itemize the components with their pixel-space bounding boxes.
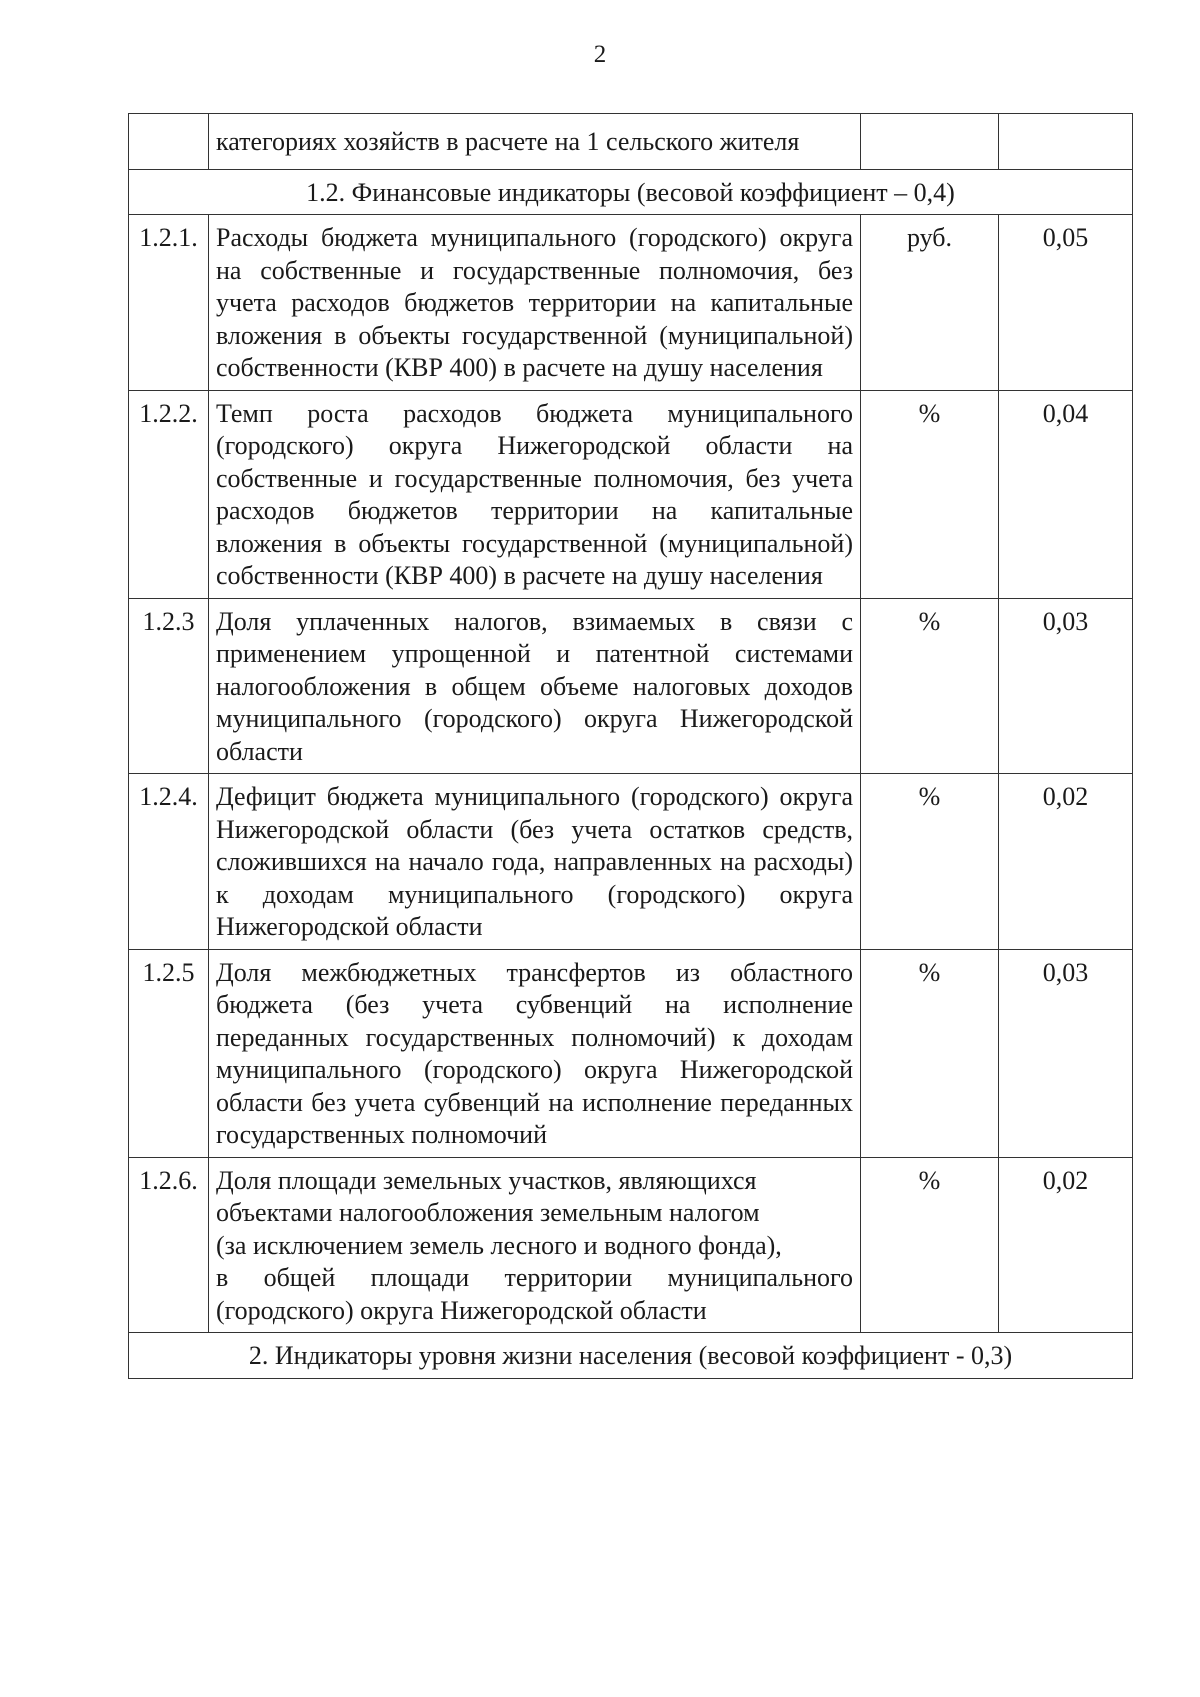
section-header-financial: 1.2. Финансовые индикаторы (весовой коэффициент – 0,4): [129, 169, 1133, 215]
section-header-row: [129, 169, 1133, 215]
weight-cell: 0,02: [999, 1157, 1133, 1333]
row-number-cell: [129, 114, 209, 170]
section-header-row: [129, 1333, 1133, 1379]
row-number-cell: 1.2.4.: [129, 774, 209, 950]
indicator-name-cell: Расходы бюджета муниципального (городского) округа на собственные и государственные полномочия, без учета расходов бюджетов территории на капитальные вложения в объекты государственной (муниципальной) собственности (КВР 400) в расчете на душу населения: [209, 215, 861, 391]
weight-cell: 0,02: [999, 774, 1133, 950]
unit-cell: %: [861, 598, 999, 774]
unit-cell: %: [861, 1157, 999, 1333]
section-header-living-standards: 2. Индикаторы уровня жизни населения (весовой коэффициент - 0,3): [129, 1333, 1133, 1379]
indicator-name-cell: Доля уплаченных налогов, взимаемых в связи с применением упрощенной и патентной системами налогообложения в общем объеме налоговых доходов муниципального (городского) округа Нижегородской области: [209, 598, 861, 774]
indicators-table: [128, 113, 1133, 1379]
row-number-cell: 1.2.6.: [129, 1157, 209, 1333]
weight-cell: 0,03: [999, 949, 1133, 1157]
indicator-name-line: объектами налогообложения земельным налогом: [216, 1198, 760, 1227]
weight-cell: 0,03: [999, 598, 1133, 774]
indicator-name-line: в общей площади территории муниципального (городского) округа Нижегородской области: [216, 1263, 853, 1325]
weight-cell: 0,04: [999, 390, 1133, 598]
unit-cell: руб.: [861, 215, 999, 391]
table-row: [129, 774, 1133, 950]
indicator-name-cell: категориях хозяйств в расчете на 1 сельского жителя: [209, 114, 861, 170]
unit-cell: %: [861, 949, 999, 1157]
table-row: [129, 390, 1133, 598]
indicator-name-cell: Доля межбюджетных трансфертов из областного бюджета (без учета субвенций на исполнение переданных государственных полномочий) к доходам муниципального (городского) округа Нижегородской области без учета субвенций на исполнение переданных государственных полномочий: [209, 949, 861, 1157]
indicator-name-line: (за исключением земель лесного и водного фонда),: [216, 1230, 782, 1260]
indicator-name-cell: Дефицит бюджета муниципального (городского) округа Нижегородской области (без учета остатков средств, сложившихся на начало года, направленных на расходы) к доходам муниципального (городского) округа Нижегородской области: [209, 774, 861, 950]
table-row: [129, 949, 1133, 1157]
indicator-name-line: Доля площади земельных участков, являющихся: [216, 1165, 757, 1195]
unit-cell: %: [861, 390, 999, 598]
row-number-cell: 1.2.1.: [129, 215, 209, 391]
unit-cell: [861, 114, 999, 170]
page-number: 2: [593, 41, 607, 68]
table-row: [129, 1157, 1133, 1333]
indicator-name-cell: [209, 1157, 861, 1333]
weight-cell: 0,05: [999, 215, 1133, 391]
table-row: [129, 598, 1133, 774]
table-row: [129, 215, 1133, 391]
table-row-continuation: [129, 114, 1133, 170]
row-number-cell: 1.2.2.: [129, 390, 209, 598]
row-number-cell: 1.2.3: [129, 598, 209, 774]
weight-cell: [999, 114, 1133, 170]
row-number-cell: 1.2.5: [129, 949, 209, 1157]
indicator-name-cell: Темп роста расходов бюджета муниципального (городского) округа Нижегородской области на собственные и государственные полномочия, без учета расходов бюджетов территории на капитальные вложения в объекты государственной (муниципальной) собственности (КВР 400) в расчете на душу населения: [209, 390, 861, 598]
unit-cell: %: [861, 774, 999, 950]
